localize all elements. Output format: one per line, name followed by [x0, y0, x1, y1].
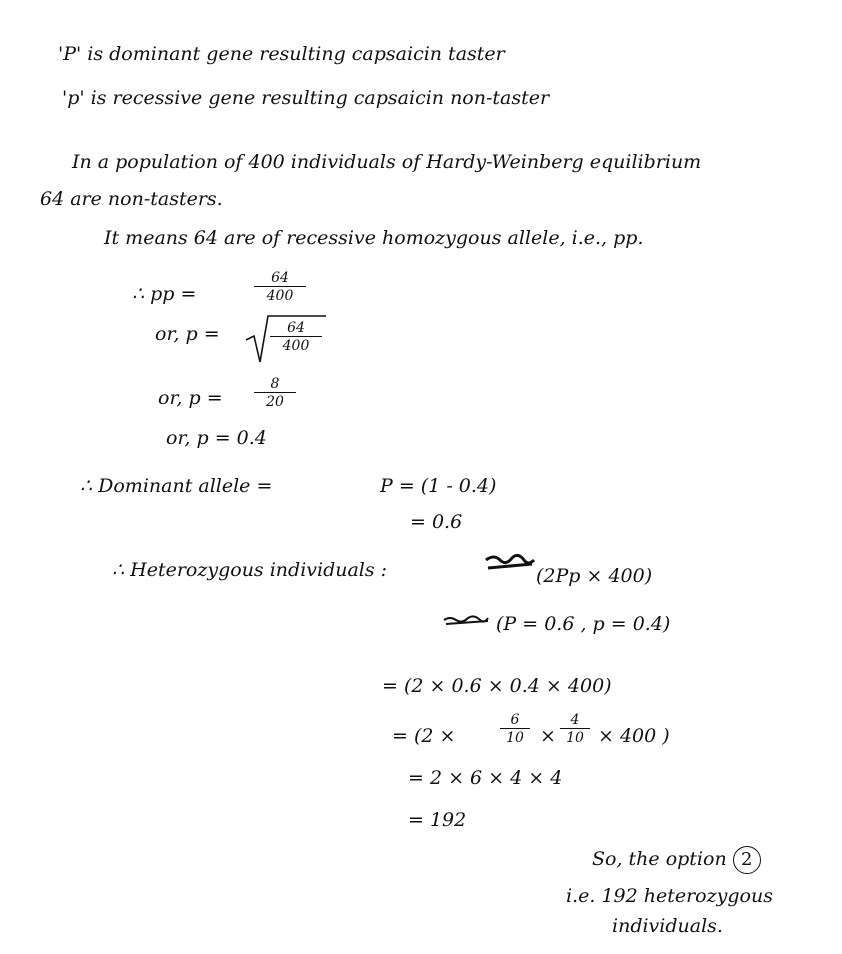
step1-numerator: 64	[271, 270, 289, 286]
calc-fraction-2-numerator: 4	[570, 712, 580, 728]
line-non-tasters: 64 are non-tasters.	[40, 188, 223, 210]
step3-denominator: 20	[254, 392, 296, 410]
step1-denominator: 400	[254, 286, 306, 304]
calc-fraction-2-denominator: 10	[560, 728, 590, 746]
line-dominant-gene: 'P' is dominant gene resulting capsaicin taster	[58, 43, 505, 65]
heterozygous-expression: (2Pp × 400)	[536, 565, 653, 587]
line-population: In a population of 400 individuals of Hardy-Weinberg equilibrium	[72, 151, 702, 173]
step1-lhs: ∴ pp =	[132, 283, 197, 305]
conclusion-line-3: individuals.	[612, 915, 723, 937]
calc-fraction-1-denominator: 10	[500, 728, 530, 746]
step4-result: or, p = 0.4	[166, 427, 267, 449]
step2-denominator: 400	[270, 336, 322, 354]
heterozygous-label: ∴ Heterozygous individuals :	[112, 559, 388, 581]
scribble-strikethrough-1	[486, 555, 534, 568]
line-recessive-gene: 'p' is recessive gene resulting capsaicin non-taster	[62, 87, 550, 109]
calc-line-2-times: ×	[540, 725, 556, 747]
calc-line-4-answer: = 192	[408, 809, 467, 831]
step2-numerator: 64	[287, 320, 305, 336]
scribble-strikethrough-2	[444, 616, 488, 624]
calc-line-1: = (2 × 0.6 × 0.4 × 400)	[382, 675, 612, 697]
conclusion-line-2: i.e. 192 heterozygous	[566, 885, 773, 907]
calc-line-2-suffix: × 400 )	[598, 725, 670, 747]
step3-lhs: or, p =	[158, 387, 223, 409]
dominant-allele-expression: P = (1 - 0.4)	[380, 475, 497, 497]
square-root-sign	[246, 316, 326, 362]
conclusion-text: So, the option	[592, 848, 727, 870]
heterozygous-given-values: (P = 0.6 , p = 0.4)	[496, 613, 671, 635]
step2-lhs: or, p =	[155, 323, 220, 345]
calc-line-3: = 2 × 6 × 4 × 4	[408, 767, 563, 789]
calc-fraction-1-numerator: 6	[510, 712, 520, 728]
dominant-allele-label: ∴ Dominant allele =	[80, 475, 273, 497]
dominant-allele-result: = 0.6	[410, 511, 463, 533]
calc-line-2-prefix: = (2 ×	[392, 725, 456, 747]
step3-numerator: 8	[270, 376, 280, 392]
option-circle: 2	[733, 846, 761, 874]
line-recessive-homozygous: It means 64 are of recessive homozygous allele, i.e., pp.	[104, 227, 644, 249]
